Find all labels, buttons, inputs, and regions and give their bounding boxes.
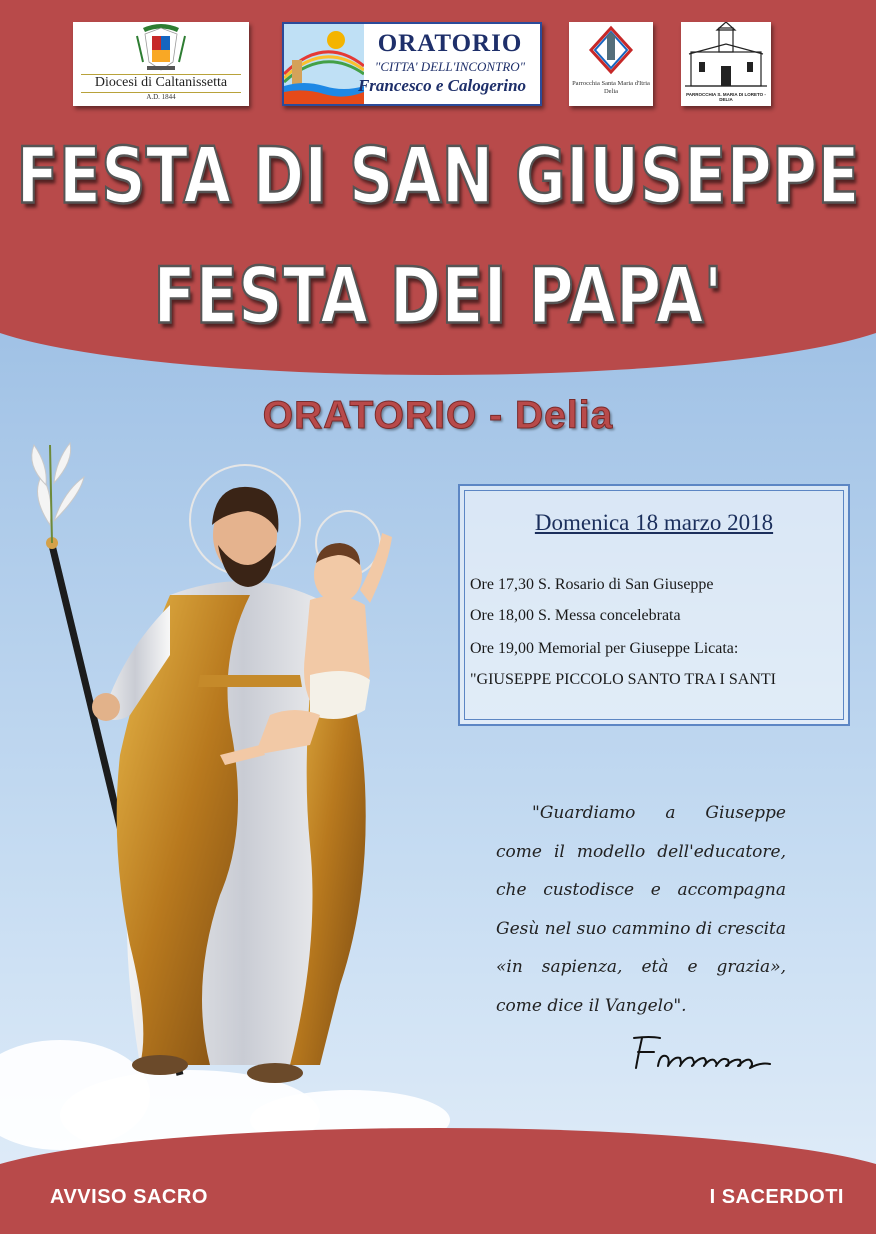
- program-item: Ore 19,00 Memorial per Giuseppe Licata:: [470, 640, 739, 657]
- diocesi-year: A.D. 1844: [146, 93, 176, 101]
- bottom-red-band: [0, 1128, 876, 1234]
- quote-line: come dice il Vangelo".: [496, 995, 687, 1016]
- diocesi-name: Diocesi di Caltanissetta: [94, 75, 228, 90]
- footer-sacerdoti: I SACERDOTI: [709, 1186, 844, 1208]
- subtitle: ORATORIO - Delia: [262, 394, 614, 437]
- headline-line-1: FESTA DI SAN GIUSEPPE: [16, 130, 860, 222]
- bell-tower-emblem-icon: [569, 22, 653, 78]
- saint-joseph-statue-image: [20, 425, 420, 1105]
- oratorio-logo-names: Francesco e Calogerino: [357, 76, 527, 95]
- program-box: [458, 484, 850, 726]
- parrocchia-text: Parrocchia Santa Maria d'Itria Delia: [572, 80, 650, 95]
- oratorio-logo-subtitle: "CITTA' DELL'INCONTRO": [374, 59, 526, 74]
- coat-of-arms-icon: [73, 22, 249, 74]
- oratorio-logo-title: ORATORIO: [377, 30, 523, 57]
- quote-line: che custodisce e accompagna: [496, 880, 786, 900]
- franciscus-signature: [630, 1028, 780, 1078]
- program-date: Domenica 18 marzo 2018: [534, 510, 774, 535]
- chiesa-text: PARROCCHIA S. MARIA DI LORETO - DELIA: [686, 92, 766, 102]
- pope-quote: [496, 794, 786, 1025]
- headline-line-2: FESTA DEI PAPA': [153, 250, 723, 342]
- oratorio-logo: [282, 22, 542, 106]
- program-item: "GIUSEPPE PICCOLO SANTO TRA I SANTI: [470, 671, 776, 688]
- quote-line: come il modello dell'educatore,: [496, 841, 786, 862]
- program-item: Ore 18,00 S. Messa concelebrata: [470, 607, 681, 624]
- footer-avviso-sacro: AVVISO SACRO: [50, 1186, 208, 1208]
- quote-line: Gesù nel suo cammino di crescita: [496, 918, 786, 939]
- diocesi-logo: [73, 22, 249, 106]
- program-item: Ore 17,30 S. Rosario di San Giuseppe: [470, 576, 714, 593]
- chiesa-logo: [681, 22, 771, 106]
- quote-line: «in sapienza, età e grazia»,: [496, 957, 786, 977]
- church-drawing-icon: [681, 22, 771, 90]
- parrocchia-logo: [569, 22, 653, 106]
- quote-line: "Guardiamo a Giuseppe: [532, 803, 786, 823]
